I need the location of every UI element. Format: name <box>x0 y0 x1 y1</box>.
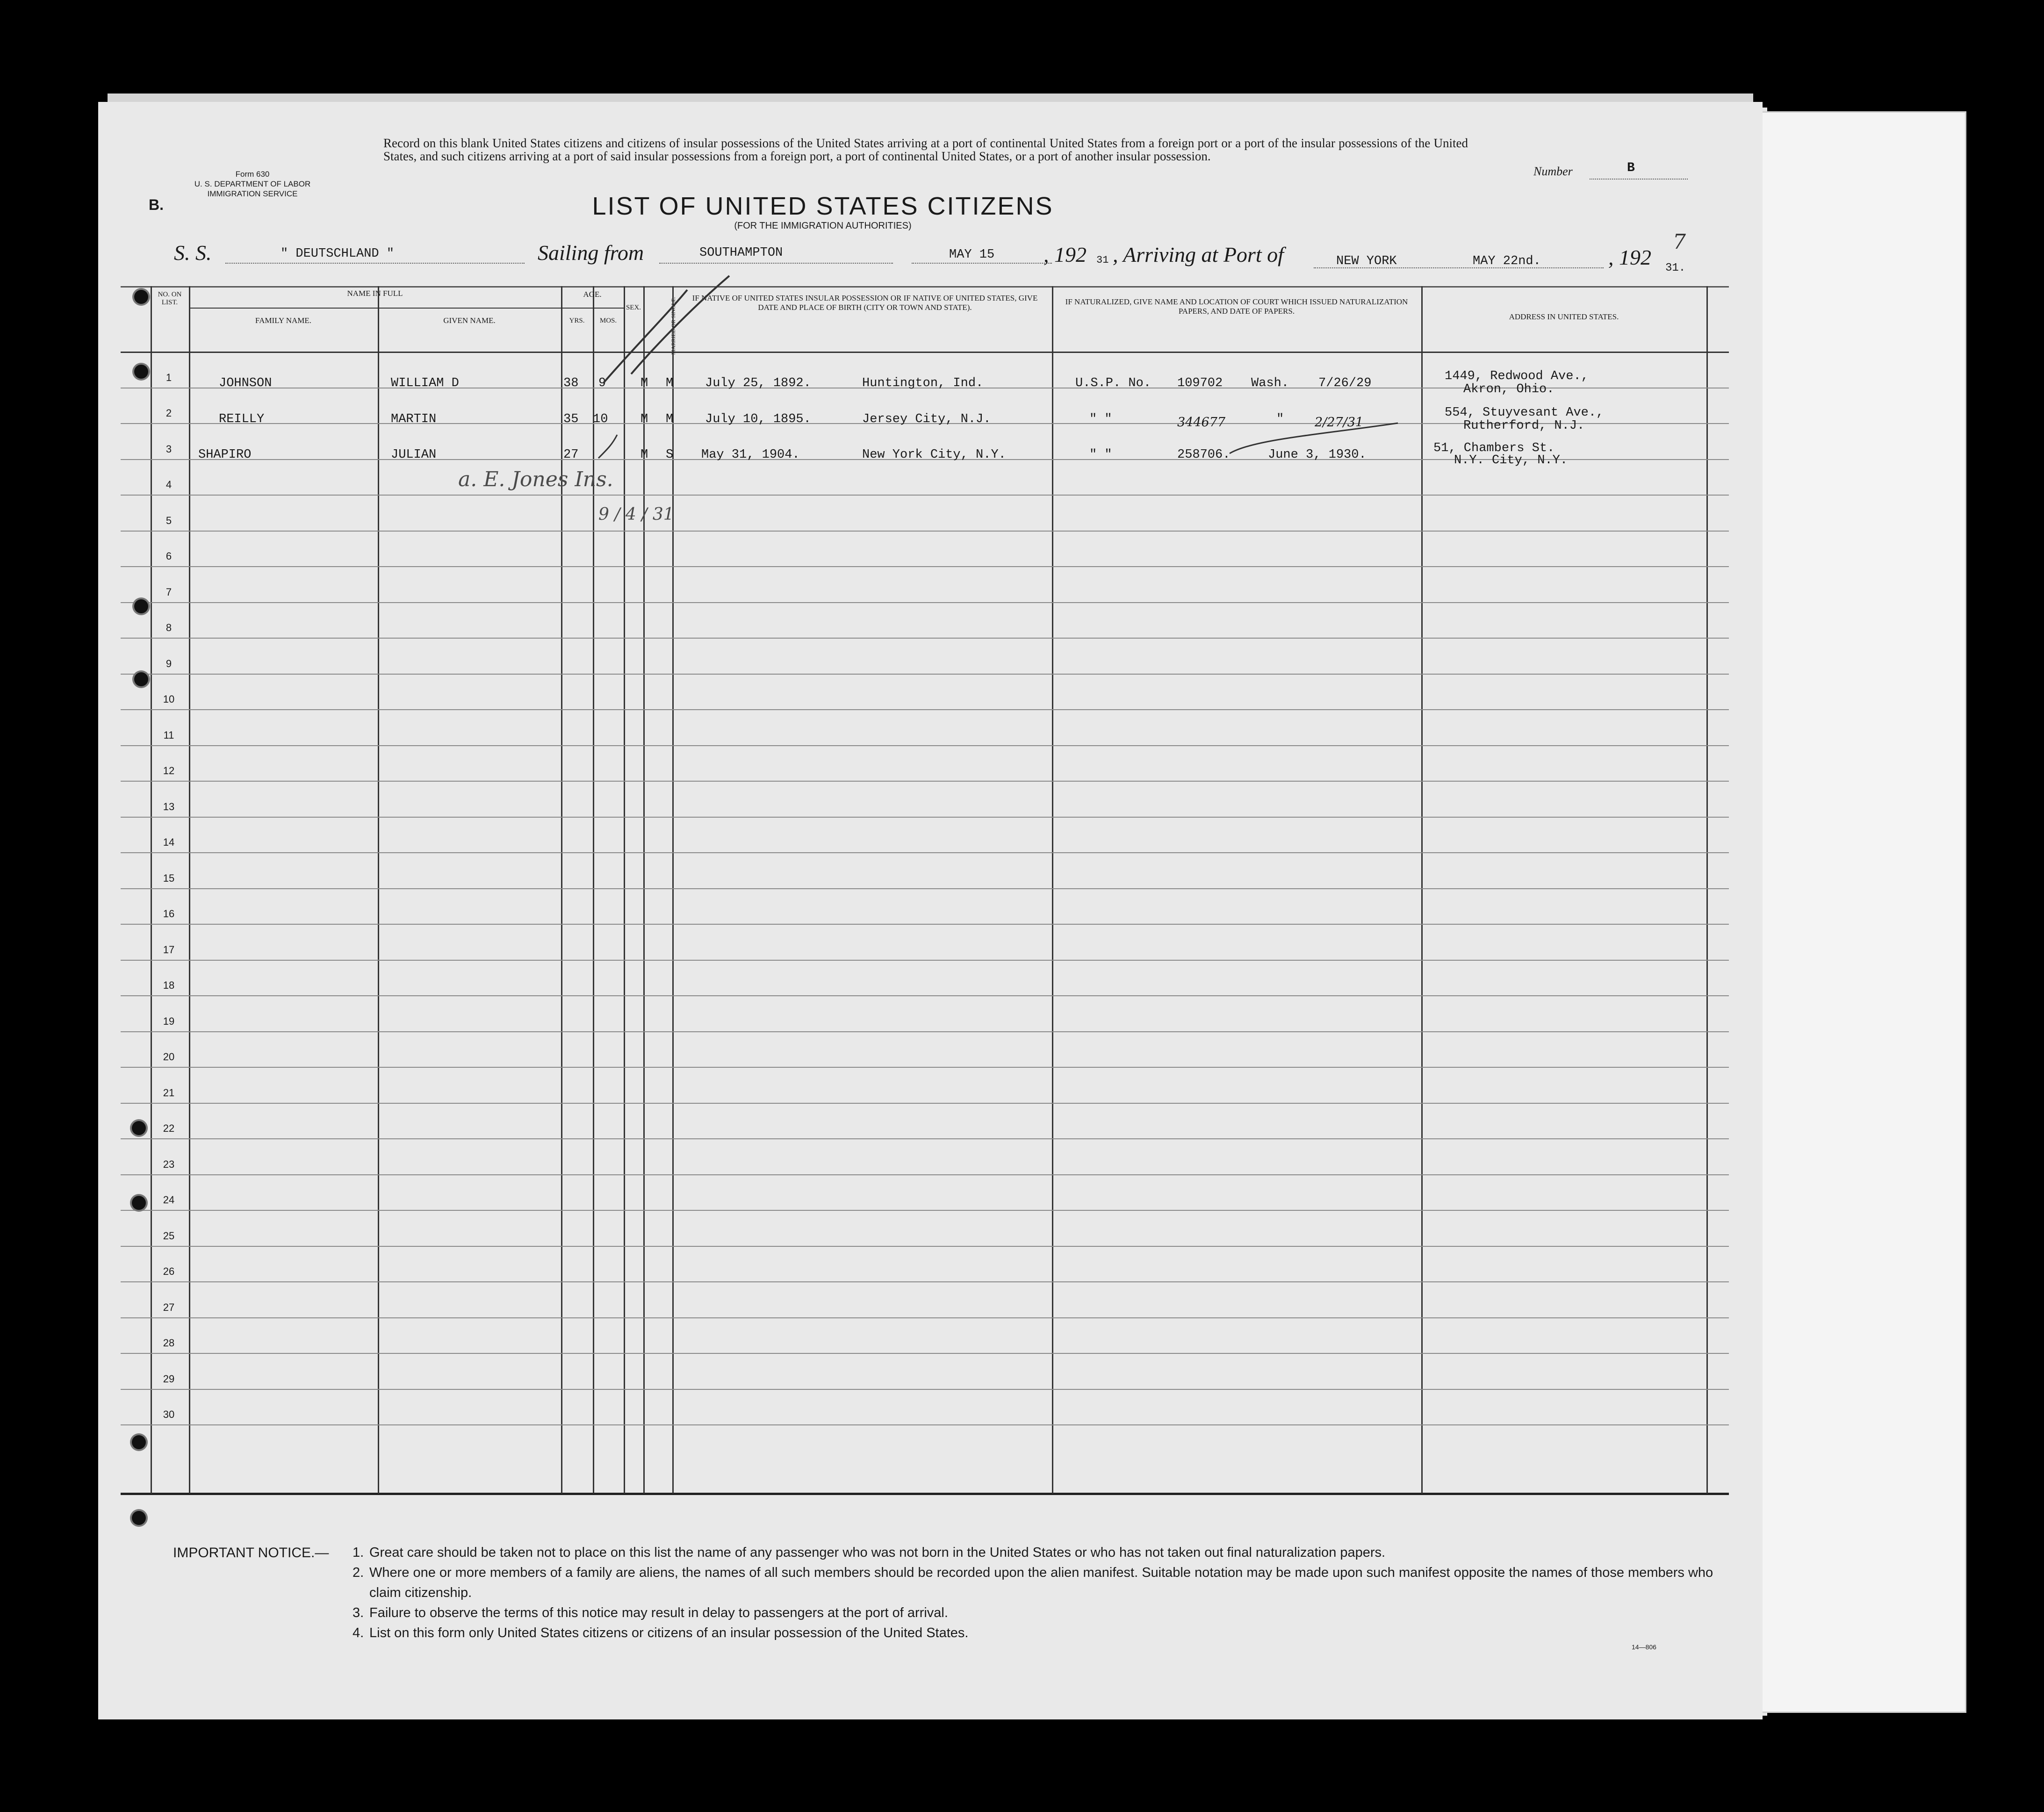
row-number: 17 <box>163 943 175 956</box>
row-rule <box>121 745 1729 746</box>
age-months-cell: 9 <box>598 376 606 390</box>
ss-label: S. S. <box>174 241 212 265</box>
row-rule <box>121 1389 1729 1390</box>
notice-item-number: 2. <box>353 1565 364 1580</box>
row-rule <box>121 531 1729 532</box>
binder-hole <box>132 1121 146 1135</box>
binder-hole <box>134 599 148 613</box>
row-rule <box>121 1174 1729 1175</box>
binder-hole <box>134 290 148 304</box>
footer-code: 14—806 <box>1632 1643 1656 1651</box>
age-years-cell: 27 <box>563 448 579 462</box>
header-address: ADDRESS IN UNITED STATES. <box>1509 312 1619 321</box>
row-number: 18 <box>163 979 175 991</box>
form-identifier <box>136 169 369 199</box>
address-line-1-cell: 554, Stuyvesant Ave., <box>1445 406 1604 420</box>
naturalization-number-cell: 258706. <box>1177 448 1231 462</box>
notice-item <box>353 1543 1716 1563</box>
naturalization-court-cell: " " <box>1089 448 1112 462</box>
address-line-2-cell: N.Y. City, N.Y. <box>1454 453 1568 467</box>
col-rule-naturalized <box>1052 286 1053 1494</box>
arrive-year: 31. <box>1665 262 1686 274</box>
ship-name: " DEUTSCHLAND " <box>281 247 395 261</box>
naturalization-date-cell: 7/26/29 <box>1318 376 1372 390</box>
birth-place-cell: New York City, N.Y. <box>862 448 1006 462</box>
row-rule <box>121 602 1729 603</box>
row-number: 4 <box>166 479 172 490</box>
row-rule <box>121 495 1729 496</box>
row-rule <box>121 1103 1729 1104</box>
row-number: 6 <box>166 550 172 562</box>
row-rule <box>121 1246 1729 1247</box>
birth-date-cell: May 31, 1904. <box>701 448 800 462</box>
arrive-year-prefix: , 192 <box>1608 245 1651 269</box>
handwritten-strike-lines <box>1225 421 1403 458</box>
sex-cell: M <box>641 412 648 426</box>
address-line-2-cell: Rutherford, N.J. <box>1463 419 1585 433</box>
service-name: IMMIGRATION SERVICE <box>207 189 298 198</box>
row-rule <box>121 852 1729 853</box>
header-name-in-full: NAME IN FULL <box>347 289 403 298</box>
handwritten-inspector-note: a. E. Jones Ins. <box>458 467 613 491</box>
row-number: 30 <box>163 1409 175 1420</box>
row-number: 26 <box>163 1266 175 1277</box>
birth-place-cell: Huntington, Ind. <box>862 376 984 390</box>
notice-item-text: List on this form only United States citizens or citizens of an insular possession of the United States. <box>369 1625 969 1640</box>
row-rule <box>121 995 1729 996</box>
row-rule <box>121 1138 1729 1139</box>
notice-item-text: Where one or more members of a family are aliens, the names of all such members should be recorded upon the alien manifest. Suitable notation may be made upon such manifest opposite the names of those members who claim citizenship. <box>369 1565 1713 1600</box>
naturalization-location-cell: " <box>1276 412 1284 426</box>
address-line-2-cell: Akron, Ohio. <box>1463 382 1555 396</box>
header-yrs: YRS. <box>569 317 585 324</box>
birth-date-cell: July 10, 1895. <box>705 412 811 426</box>
number-value: B <box>1627 161 1635 175</box>
header-age: AGE. <box>583 290 602 299</box>
row-rule <box>121 1424 1729 1425</box>
col-rule-no <box>151 286 152 1494</box>
to-port: NEW YORK <box>1336 254 1397 268</box>
from-port: SOUTHAMPTON <box>699 246 783 260</box>
family-name-cell: SHAPIRO <box>198 448 252 462</box>
given-name-cell: WILLIAM D <box>391 376 459 390</box>
row-number: 14 <box>163 836 175 848</box>
name-header-rule <box>189 308 561 309</box>
header-no-on-list: NO. ON LIST. <box>158 291 182 306</box>
row-rule <box>121 817 1729 818</box>
row-number: 2 <box>166 407 172 419</box>
row-number: 20 <box>163 1051 175 1063</box>
year-prefix: , 192 <box>1044 243 1087 266</box>
row-rule <box>121 1353 1729 1354</box>
address-line-1-cell: 51, Chambers St. <box>1433 441 1555 455</box>
age-months-cell: 10 <box>593 412 608 426</box>
depart-year: 31 <box>1096 254 1109 266</box>
binder-hole <box>132 1435 146 1449</box>
naturalization-court-cell: U.S.P. No. <box>1075 376 1152 390</box>
row-number: 19 <box>163 1015 175 1027</box>
intro-text: Record on this blank United States citizens and citizens of insular possessions of the United States arriving at a port of continental United States from a foreign port or a port of the insular possessions of the United States, and such citizens arriving at a port of said insular possessions from a foreign port, a port of continental United States, or a port of another insular possession. <box>383 136 1468 163</box>
birth-place-cell: Jersey City, N.J. <box>862 412 991 426</box>
sailing-label: Sailing from <box>538 241 644 265</box>
underlying-sheet <box>1739 111 1966 1713</box>
sex-cell: M <box>641 448 648 462</box>
row-number: 1 <box>166 371 172 383</box>
ship-line <box>225 263 525 264</box>
row-number: 8 <box>166 622 172 633</box>
row-rule <box>121 924 1729 925</box>
row-number: 13 <box>163 800 175 813</box>
naturalization-location-cell: Wash. <box>1251 376 1289 390</box>
naturalization-date-cell: June 3, 1930. <box>1268 448 1367 462</box>
notice-item-number: 4. <box>353 1625 364 1640</box>
binder-hole <box>134 365 148 379</box>
arriving-label: , Arriving at Port of <box>1113 243 1284 266</box>
arrive-year-handwritten: 7 <box>1673 230 1686 254</box>
row-rule <box>121 781 1729 782</box>
row-number: 9 <box>166 657 172 669</box>
row-number: 11 <box>163 729 174 741</box>
naturalization-number-cell: 109702 <box>1177 376 1223 390</box>
row-rule <box>121 1067 1729 1068</box>
naturalization-number-cell: 344677 <box>1177 415 1226 430</box>
row-number: 10 <box>163 693 175 705</box>
row-rule <box>121 1281 1729 1282</box>
page-title: LIST OF UNITED STATES CITIZENS <box>592 192 1054 220</box>
depart-date-line <box>912 263 1052 264</box>
notice-item <box>353 1563 1716 1603</box>
row-number: 28 <box>163 1337 175 1349</box>
marital-cell: M <box>666 412 674 426</box>
given-name-cell: JULIAN <box>391 448 437 462</box>
number-line <box>1590 179 1688 180</box>
age-years-cell: 35 <box>563 412 579 426</box>
department-name: U. S. DEPARTMENT OF LABOR <box>194 180 311 188</box>
marital-cell: M <box>666 376 674 390</box>
header-bottom-rule <box>121 352 1729 353</box>
depart-date: MAY 15 <box>949 248 995 262</box>
header-given-name: GIVEN NAME. <box>443 316 496 325</box>
header-sex: SEX. <box>626 304 641 311</box>
binder-hole <box>132 1196 146 1210</box>
header-married-single: MARRIED OR SINGLE. <box>670 297 677 355</box>
row-number: 3 <box>166 443 172 455</box>
family-name-cell: REILLY <box>219 412 265 426</box>
col-rule-end <box>1706 286 1708 1494</box>
naturalization-court-cell: " " <box>1089 412 1112 426</box>
row-number: 24 <box>163 1194 175 1206</box>
notice-item-number: 1. <box>353 1545 364 1560</box>
page-subtitle: (FOR THE IMMIGRATION AUTHORITIES) <box>734 221 912 231</box>
row-rule <box>121 674 1729 675</box>
handwritten-inspector-date: 9 / 4 / 31 <box>598 505 674 524</box>
row-number: 15 <box>163 872 175 884</box>
notice-item-text: Failure to observe the terms of this notice may result in delay to passengers at the port of arrival. <box>369 1605 948 1620</box>
col-rule-given <box>378 286 379 1494</box>
row-rule <box>121 1031 1729 1032</box>
row-number: 29 <box>163 1373 175 1385</box>
row-rule <box>121 566 1729 567</box>
row-number: 7 <box>166 586 172 598</box>
sex-cell: M <box>641 376 648 390</box>
row-rule <box>121 638 1729 639</box>
header-birth: IF NATIVE OF UNITED STATES INSULAR POSSESSION OR IF NATIVE OF UNITED STATES, GIVE DATE AND PLACE OF BIRTH (CITY OR TOWN AND STATE). <box>692 294 1038 312</box>
corner-letter: B. <box>149 196 164 213</box>
row-rule <box>121 709 1729 710</box>
binder-hole <box>132 1511 146 1525</box>
header-mos: MOS. <box>599 317 617 324</box>
notice-item-text: Great care should be taken not to place on this list the name of any passenger who was not born in the United States or who has not taken out final naturalization papers. <box>369 1545 1386 1560</box>
col-rule-family <box>189 286 190 1494</box>
row-rule <box>121 1317 1729 1318</box>
naturalization-date-cell: 2/27/31 <box>1315 415 1364 430</box>
row-number: 22 <box>163 1122 175 1134</box>
number-label: Number <box>1533 165 1573 178</box>
handwritten-check-marks <box>538 262 781 542</box>
row-rule <box>121 888 1729 889</box>
row-number: 25 <box>163 1230 175 1242</box>
address-line-1-cell: 1449, Redwood Ave., <box>1445 369 1589 383</box>
notice-item <box>353 1623 1716 1643</box>
family-name-cell: JOHNSON <box>219 376 272 390</box>
header-family-name: FAMILY NAME. <box>255 316 312 325</box>
birth-date-cell: July 25, 1892. <box>705 376 811 390</box>
row-number: 16 <box>163 908 175 920</box>
binder-hole <box>134 672 148 686</box>
row-number: 12 <box>163 765 175 777</box>
notice-heading: IMPORTANT NOTICE.— <box>173 1545 329 1560</box>
row-rule <box>121 960 1729 961</box>
row-number: 5 <box>166 514 172 526</box>
notice-item-number: 3. <box>353 1605 364 1620</box>
notice-item <box>353 1603 1716 1623</box>
row-number: 27 <box>163 1301 175 1313</box>
col-rule-address <box>1421 286 1423 1494</box>
row-rule <box>121 1210 1729 1211</box>
marital-cell: S <box>666 448 674 462</box>
arrive-date: MAY 22nd. <box>1473 254 1541 268</box>
row-number: 23 <box>163 1158 175 1170</box>
row-number: 21 <box>163 1086 175 1099</box>
form-number: Form 630 <box>235 170 270 179</box>
header-naturalized: IF NATURALIZED, GIVE NAME AND LOCATION OF COURT WHICH ISSUED NATURALIZATION PAPERS, AND DATE OF PAPERS. <box>1065 297 1408 316</box>
given-name-cell: MARTIN <box>391 412 437 426</box>
age-years-cell: 38 <box>563 376 579 390</box>
